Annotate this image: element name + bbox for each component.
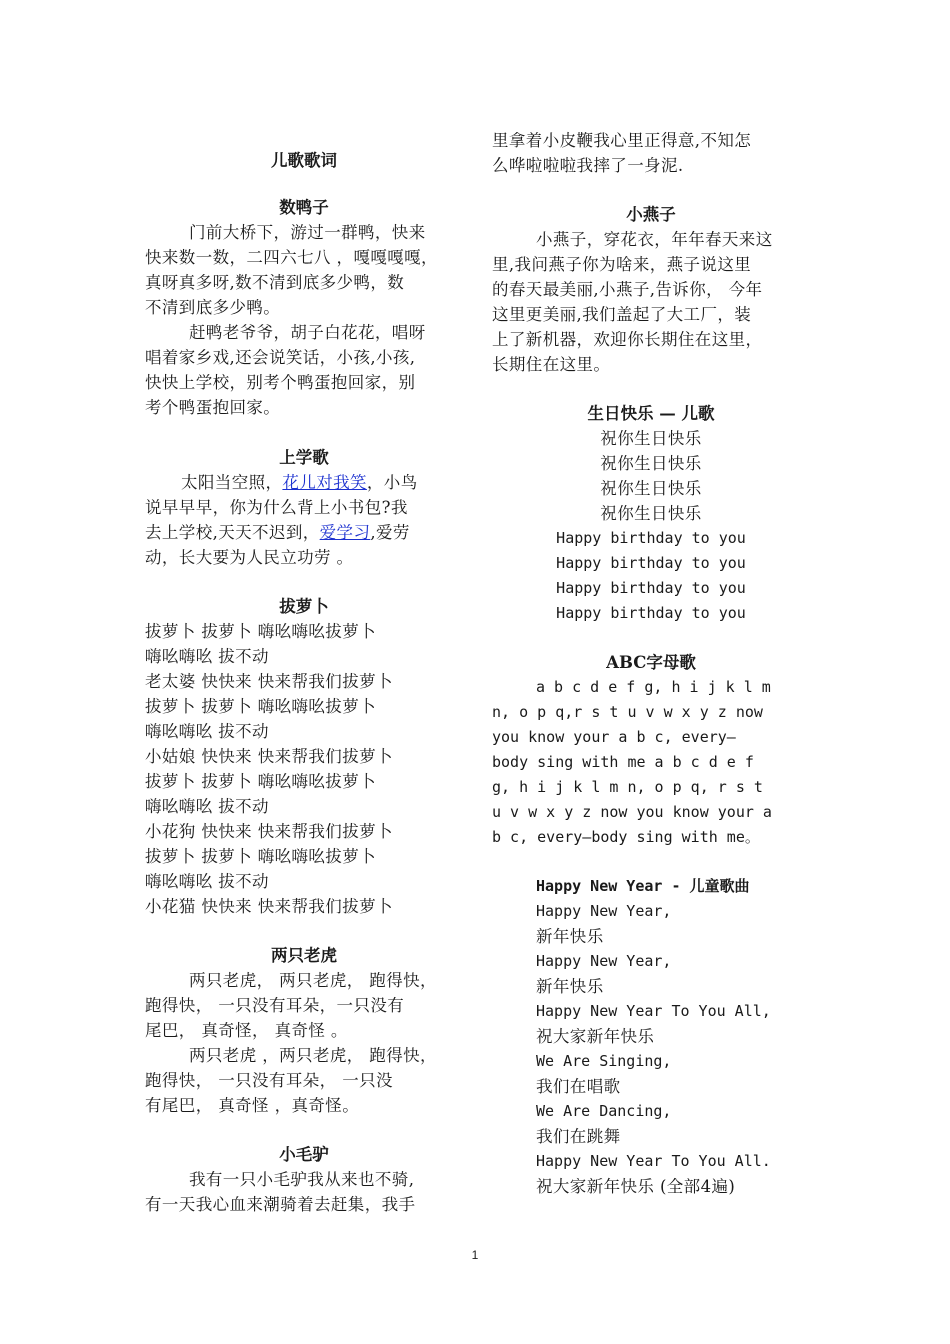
song-title-birthday: 生日快乐 — 儿歌 [587, 404, 715, 423]
lyric-line: 两只老虎， 两只老虎， 跑得快， [189, 971, 437, 990]
lyric-line [145, 520, 410, 545]
lyric-line: a b c d e f g, h i j k l m [536, 678, 771, 696]
lyric-line: 两只老虎 ，两只老虎， 跑得快， [189, 1046, 437, 1065]
lyric-line: 快来数一数，二四六七八 ，嘎嘎嘎嘎， [145, 248, 438, 267]
lyric-line: Happy birthday to you [556, 604, 746, 622]
lyric-line: 真呀真多呀,数不清到底多少鸭，数 [145, 273, 405, 292]
lyric-line: Happy birthday to you [556, 579, 746, 597]
lyric-line: 唱着家乡戏,还会说笑话，小孩,小孩, [145, 348, 416, 367]
lyric-text: ,爱劳 [370, 523, 410, 542]
lyric-line: 祝你生日快乐 [600, 504, 702, 523]
song-title-swallow: 小燕子 [626, 205, 676, 224]
lyric-line: Happy New Year To You All, [536, 1002, 771, 1020]
lyric-line: 新年快乐 [536, 927, 604, 946]
lyric-line: We Are Singing, [536, 1052, 672, 1070]
lyric-line: Happy birthday to you [556, 529, 746, 547]
song-title-radish: 拔萝卜 [279, 597, 329, 616]
lyric-line: 祝你生日快乐 [600, 429, 702, 448]
lyric-line: 新年快乐 [536, 977, 604, 996]
lyric-line: 的春天最美丽,小燕子,告诉你， 今年 [492, 280, 763, 299]
lyric-line: 有一天我心血来潮骑着去赶集，我手 [145, 1195, 416, 1214]
lyric-line: 嗨吆嗨吆 拔不动 [145, 797, 269, 816]
lyric-line: 我们在唱歌 [536, 1077, 621, 1096]
lyric-line: 小姑娘 快快来 快来帮我们拔萝卜 [145, 747, 393, 766]
lyric-line: 赶鸭老爷爷，胡子白花花，唱呀 [189, 323, 426, 342]
lyric-line: Happy birthday to you [556, 554, 746, 572]
lyric-line: 动，长大要为人民立功劳 。 [145, 548, 354, 567]
lyric-line: Happy New Year, [536, 902, 672, 920]
lyric-line: We Are Dancing, [536, 1102, 672, 1120]
lyric-line: 拔萝卜 拔萝卜 嗨吆嗨吆拔萝卜 [145, 622, 376, 641]
lyric-line: 跑得快， 一只没有耳朵， 一只没 [145, 1071, 393, 1090]
lyric-line: u v w x y z now you know your a [492, 803, 772, 821]
link-love-study[interactable]: 爱学习 [319, 523, 371, 542]
lyric-line: 嗨吆嗨吆 拔不动 [145, 872, 269, 891]
document-title: 儿歌歌词 [271, 151, 337, 170]
lyric-line: 里拿着小皮鞭我心里正得意,不知怎 [492, 131, 752, 150]
lyric-line: 祝你生日快乐 [600, 479, 702, 498]
lyric-line: you know your a b c, every— [492, 728, 736, 746]
lyric-line: 不清到底多少鸭。 [145, 298, 281, 317]
lyric-line: n, o p q,r s t u v w x y z now [492, 703, 763, 721]
lyric-text: 去上学校,天天不迟到， [145, 523, 320, 542]
song-title-duck: 数鸭子 [279, 198, 329, 217]
lyric-line: 拔萝卜 拔萝卜 嗨吆嗨吆拔萝卜 [145, 772, 376, 791]
song-title-abc: ABC字母歌 [606, 653, 696, 672]
lyric-line: 上了新机器，欢迎你长期住在这里， [492, 330, 763, 349]
lyric-line: b c, every—body sing with me。 [492, 828, 760, 846]
lyric-line: g, h i j k l m n, o p q, r s t [492, 778, 763, 796]
lyric-line: 祝你生日快乐 [600, 454, 702, 473]
lyric-line: 小花狗 快快来 快来帮我们拔萝卜 [145, 822, 393, 841]
lyric-line: 老太婆 快快来 快来帮我们拔萝卜 [145, 672, 393, 691]
lyric-line: 我有一只小毛驴我从来也不骑, [189, 1170, 415, 1189]
lyric-line: 祝大家新年快乐 (全部4遍) [536, 1177, 736, 1196]
lyric-line: Happy New Year, [536, 952, 672, 970]
lyric-line: body sing with me a b c d e f [492, 753, 754, 771]
lyric-line: 这里更美丽,我们盖起了大工厂，装 [492, 305, 752, 324]
song-title-school: 上学歌 [279, 448, 329, 467]
lyric-line: 长期住在这里。 [492, 355, 611, 374]
lyric-line: 里,我问燕子你为啥来，燕子说这里 [492, 255, 752, 274]
song-title-newyear: Happy New Year - 儿童歌曲 [536, 877, 750, 895]
lyric-line: Happy New Year To You All. [536, 1152, 771, 1170]
lyric-line: 有尾巴， 真奇怪 ，真奇怪。 [145, 1096, 360, 1115]
lyric-line: 么哗啦啦啦我摔了一身泥. [492, 156, 684, 175]
lyric-text: 太阳当空照， [181, 473, 283, 492]
lyric-line: 跑得快， 一只没有耳朵，一只没有 [145, 996, 405, 1015]
lyric-line: 小花猫 快快来 快来帮我们拔萝卜 [145, 897, 393, 916]
lyric-text: ，小鸟 [366, 473, 418, 492]
link-flowers-smile[interactable]: 花儿对我笑 [282, 473, 367, 492]
lyric-line: 拔萝卜 拔萝卜 嗨吆嗨吆拔萝卜 [145, 847, 376, 866]
lyric-line: 小燕子，穿花衣，年年春天来这 [536, 230, 773, 249]
lyric-line: 说早早早，你为什么背上小书包?我 [145, 498, 408, 517]
song-title-donkey: 小毛驴 [279, 1145, 329, 1164]
song-title-tigers: 两只老虎 [271, 946, 337, 965]
lyric-line: 快快上学校，别考个鸭蛋抱回家，别 [145, 373, 416, 392]
lyric-line: 拔萝卜 拔萝卜 嗨吆嗨吆拔萝卜 [145, 697, 376, 716]
lyric-line: 门前大桥下，游过一群鸭，快来 [189, 223, 426, 242]
lyric-line [181, 470, 418, 495]
page-number: 1 [471, 1248, 479, 1262]
lyric-line: 尾巴， 真奇怪， 真奇怪 。 [145, 1021, 348, 1040]
lyric-line: 嗨吆嗨吆 拔不动 [145, 647, 269, 666]
lyric-line: 祝大家新年快乐 [536, 1027, 655, 1046]
lyric-line: 嗨吆嗨吆 拔不动 [145, 722, 269, 741]
lyric-line: 我们在跳舞 [536, 1127, 621, 1146]
lyric-line: 考个鸭蛋抱回家。 [145, 398, 281, 417]
